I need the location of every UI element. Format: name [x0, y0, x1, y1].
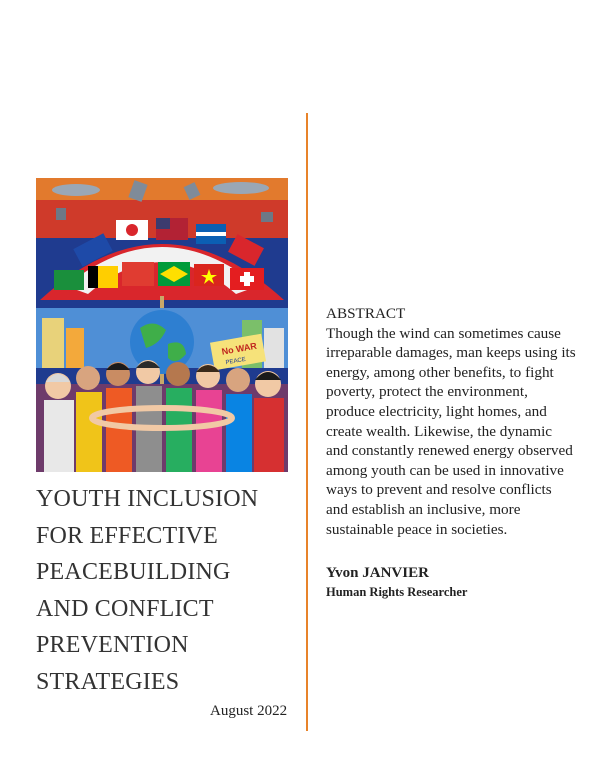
abstract-heading: ABSTRACT: [326, 305, 406, 322]
title-line: PREVENTION: [36, 632, 189, 658]
title-line: STRATEGIES: [36, 668, 180, 695]
abstract-section: [326, 304, 576, 539]
publication-date: August 2022: [210, 703, 288, 719]
sign-subtext: PEACE: [225, 356, 247, 367]
cover-illustration: [36, 178, 288, 472]
sign-text: No WAR: [220, 340, 258, 357]
cover-illustration-svg: [36, 178, 288, 472]
author-role: Human Rights Researcher: [326, 585, 468, 599]
abstract-body: Though the wind can sometimes cause irreparable damages, man keeps using its energy, among other benefits, to fight poverty, protect the environment, produce electricity, light homes, and create wealth. Likewise, the dynamic and constantly renewed energy observed among youth can be used in innovative ways to prevent and resolve conflicts and establish an inclusive, more sustainable peace in societies.: [326, 324, 576, 538]
document-title: [36, 481, 298, 700]
author-name: Yvon JANVIER: [326, 565, 429, 581]
title-line: YOUTH INCLUSION: [36, 486, 259, 512]
title-line: PEACEBUILDING: [36, 559, 231, 585]
vertical-divider: [306, 113, 308, 731]
title-line: FOR EFFECTIVE: [36, 522, 218, 549]
title-line: AND CONFLICT: [36, 595, 214, 622]
